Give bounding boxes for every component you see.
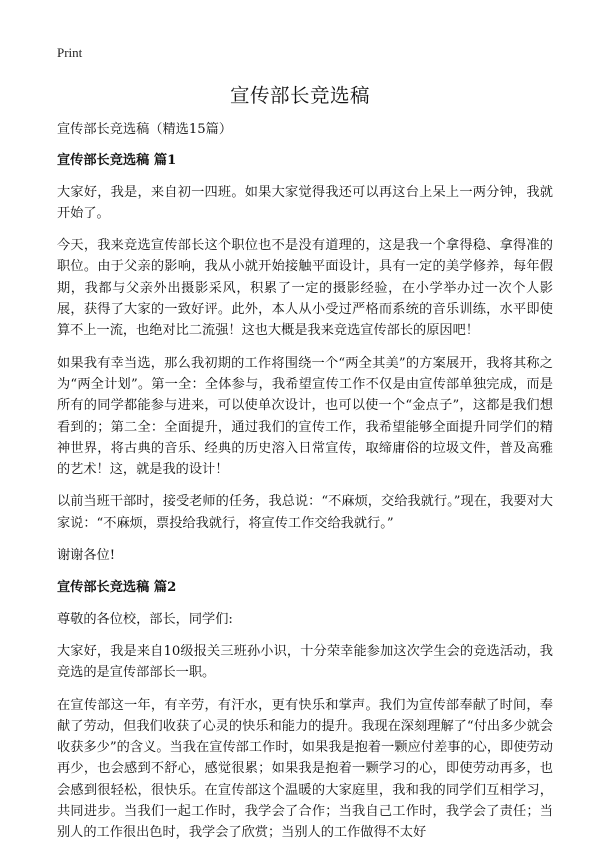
paragraph: 大家好，我是来自10级报关三班孙小识，十分荣幸能参加这次学生会的竞选活动，我竞选的是宣传部部长一职。 bbox=[57, 643, 553, 681]
paragraph: 谢谢各位! bbox=[57, 548, 116, 564]
section-heading: 宣传部长竞选稿 篇1 bbox=[57, 153, 177, 169]
document-title: 宣传部长竞选稿 bbox=[229, 84, 370, 107]
paragraph: 今天，我来竞选宣传部长这个职位也不是没有道理的，这是我一个拿得稳、拿得准的职位。由于父亲的影响，我从小就开始接触平面设计，具有一定的美学修养，每年假期，我都与父亲外出摄影采风，积累了一定的摄影经验，在小学举办过一次个人影展，获得了大家的一致好评。此外，本人从小受过严格而系统的音乐训练，水平即使算不上一流，也绝对比二流强！这也大概是我来竞选宣传部长的原因吧！ bbox=[57, 238, 553, 339]
section-1 bbox=[57, 150, 553, 566]
print-label[interactable]: Print bbox=[57, 45, 83, 60]
paragraph: 以前当班干部时，接受老师的任务，我总说：“不麻烦，交给我就行。”现在，我要对大家说：“不麻烦，票投给我就行，将宣传工作交给我就行。” bbox=[57, 494, 553, 531]
paragraph: 如果我有幸当选，那么我初期的工作将围绕一个“两全其美”的方案展开，我将其称之为“两全计划”。第一全：全体参与，我希望宣传工作不仅是由宣传部单独完成，而是所有的同学都能参与进来，可以使单次设计，也可以使一个“金点子”，这都是我们想看到的；第二全：全面提升，通过我们的宣传工作，我希望能够全面提升同学们的精神世界，将古典的音乐、经典的历史溶入日常宣传，取缔庸俗的垃圾文件，普及高雅的艺术！这，就是我的设计！ bbox=[57, 355, 553, 478]
section-2 bbox=[57, 577, 553, 843]
document-body bbox=[57, 119, 553, 855]
section-heading: 宣传部长竞选稿 篇2 bbox=[57, 580, 177, 596]
paragraph: 在宣传部这一年，有辛劳，有汗水，更有快乐和掌声。我们为宣传部奉献了时间，奉献了劳动，但我们收获了心灵的快乐和能力的提升。我现在深刻理解了“付出多少就会收获多少”的含义。当我在宣传部工作时，如果我是抱着一颗应付差事的心，即使劳动再少，也会感到不舒心，感觉很累；如果我是抱着一颗学习的心，即使劳动再多，也会感到很轻松，很快乐。在宣传部这个温暖的大家庭里，我和我的同学们互相学习，共同进步。当我们一起工作时，我学会了合作；当我自己工作时，我学会了责任；当别人的工作很出色时，我学会了欣赏；当别人的工作做得不太好 bbox=[57, 697, 553, 841]
document-subtitle: 宣传部长竞选稿（精选15篇） bbox=[57, 122, 233, 137]
paragraph: 尊敬的各位校，部长，同学们: bbox=[57, 611, 233, 627]
paragraph: 大家好，我是，来自初一四班。如果大家觉得我还可以再这台上呆上一两分钟，我就开始了。 bbox=[57, 184, 553, 221]
